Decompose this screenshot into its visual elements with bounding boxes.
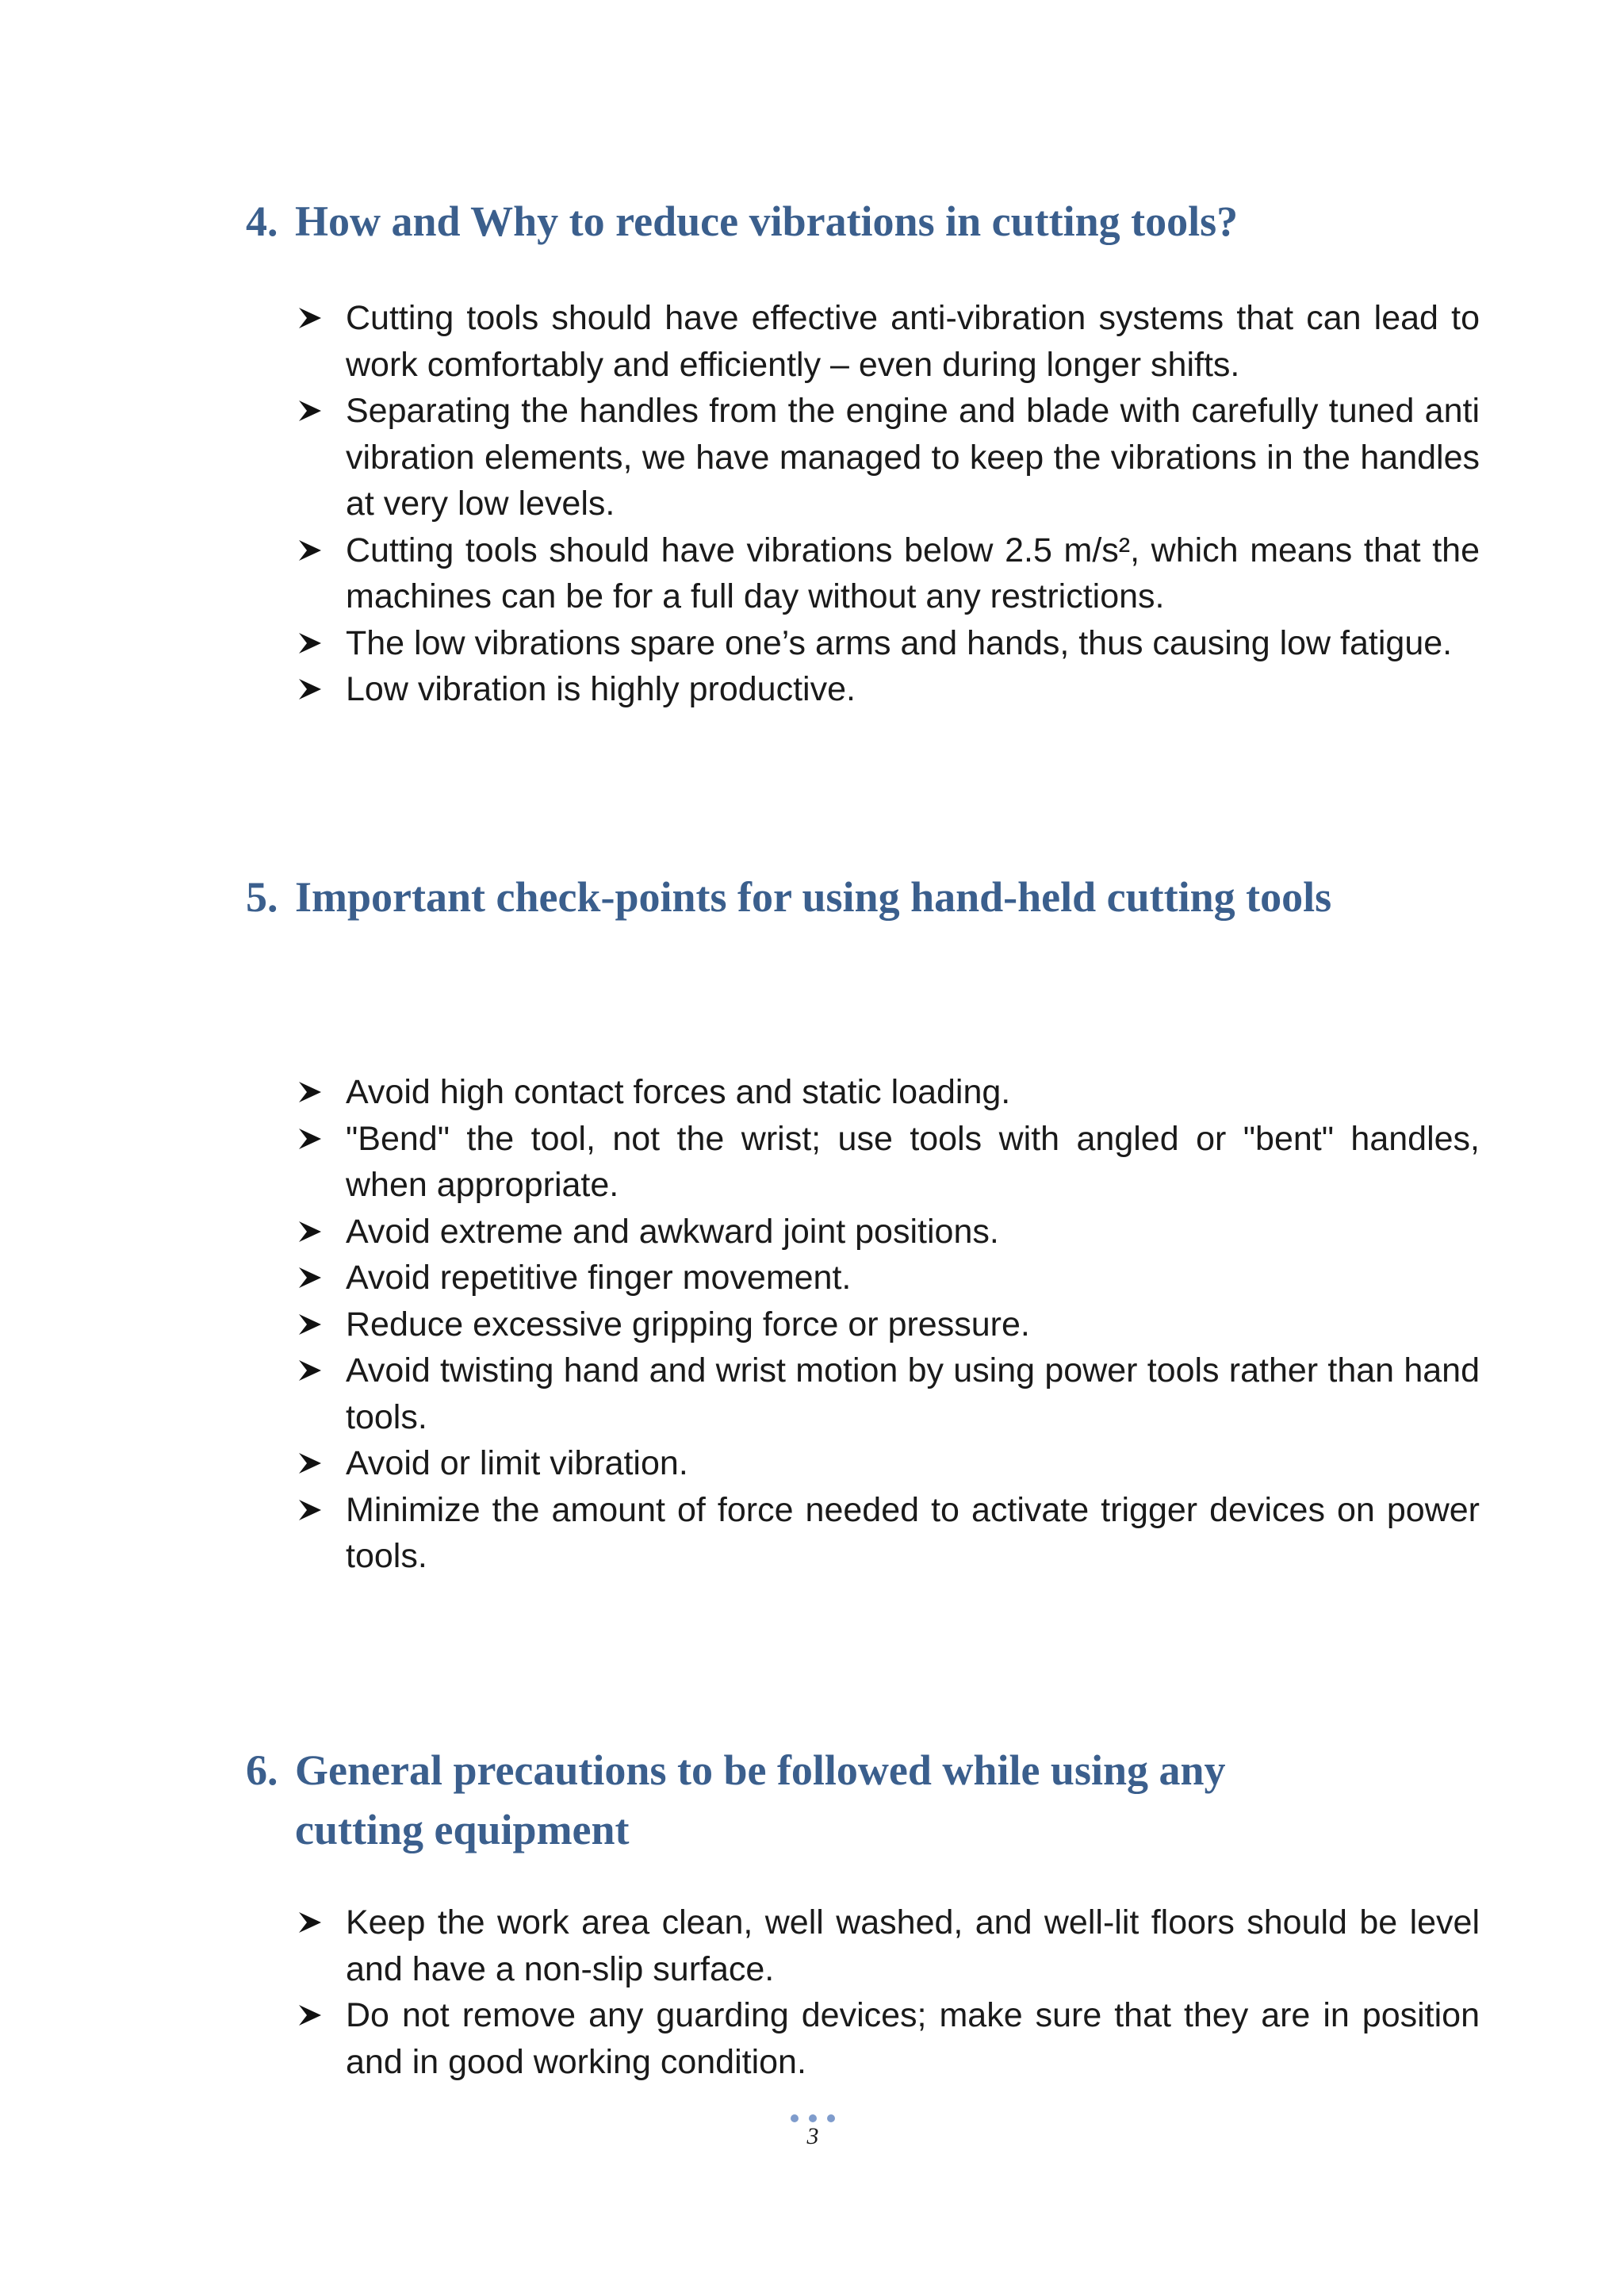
list-item xyxy=(297,1116,1480,1209)
section-heading xyxy=(246,192,1340,251)
section-4 xyxy=(246,192,1480,708)
section-heading xyxy=(246,1741,1340,1860)
page-number: 3 xyxy=(806,2123,819,2149)
list-item xyxy=(297,1992,1480,2085)
section-5 xyxy=(246,868,1480,1575)
list-item xyxy=(297,295,1480,388)
list-item-text: Avoid twisting hand and wrist motion by using power tools rather than hand tools. xyxy=(346,1351,1480,1436)
list-item-text: Avoid repetitive finger movement. xyxy=(346,1259,852,1297)
list-item-text: Keep the work area clean, well washed, and well-lit floors should be level and have a non-slip surface. xyxy=(346,1903,1480,1988)
section-title: How and Why to reduce vibrations in cutting tools? xyxy=(295,197,1239,245)
bullet-list xyxy=(297,295,1624,713)
section-number: 4. xyxy=(246,197,278,245)
bullet-list xyxy=(297,1899,1624,2085)
list-item xyxy=(297,388,1480,527)
pager-dot xyxy=(827,2114,835,2122)
list-item-text: Low vibration is highly productive. xyxy=(346,670,856,708)
arrow-bullet-icon xyxy=(297,1451,323,1475)
section-6 xyxy=(246,1741,1480,2081)
list-item xyxy=(297,1487,1480,1580)
arrow-bullet-icon xyxy=(297,631,323,655)
list-item-text: "Bend" the tool, not the wrist; use tools with angled or "bent" handles, when appropriate. xyxy=(346,1119,1480,1204)
list-item xyxy=(297,666,1480,713)
arrow-bullet-icon xyxy=(297,539,323,562)
arrow-bullet-icon xyxy=(297,1313,323,1336)
list-item xyxy=(297,1301,1480,1348)
arrow-bullet-icon xyxy=(297,1220,323,1244)
arrow-bullet-icon xyxy=(297,1498,323,1522)
arrow-bullet-icon xyxy=(297,1266,323,1290)
arrow-bullet-icon xyxy=(297,306,323,330)
arrow-bullet-icon xyxy=(297,1911,323,1934)
list-item xyxy=(297,1899,1480,1992)
page-footer xyxy=(785,2114,841,2151)
pager-dot xyxy=(791,2114,799,2122)
list-item-text: Do not remove any guarding devices; make sure that they are in position and in good working condition. xyxy=(346,1996,1480,2081)
list-item xyxy=(297,620,1480,667)
list-item-text: Cutting tools should have vibrations below 2.5 m/s², which means that the machines can be for a full day without any restrictions. xyxy=(346,531,1480,615)
list-item-text: Minimize the amount of force needed to activate trigger devices on power tools. xyxy=(346,1490,1480,1575)
pager-dot xyxy=(809,2114,817,2122)
section-heading xyxy=(246,868,1340,927)
section-title: General precautions to be followed while using any cutting equipment xyxy=(295,1746,1226,1853)
arrow-bullet-icon xyxy=(297,399,323,423)
list-item xyxy=(297,527,1480,620)
list-item-text: Avoid or limit vibration. xyxy=(346,1444,688,1482)
section-number: 6. xyxy=(246,1746,278,1794)
bullet-list xyxy=(297,1069,1624,1580)
arrow-bullet-icon xyxy=(297,677,323,701)
pager-dots-icon xyxy=(785,2114,841,2122)
list-item-text: Separating the handles from the engine and blade with carefully tuned anti vibration elements, we have managed to keep the vibrations in the handles at very low levels. xyxy=(346,392,1480,523)
list-item-text: The low vibrations spare one’s arms and hands, thus causing low fatigue. xyxy=(346,623,1453,662)
section-number: 5. xyxy=(246,873,278,921)
list-item xyxy=(297,1069,1480,1116)
list-item xyxy=(297,1209,1480,1255)
list-item-text: Avoid high contact forces and static loading. xyxy=(346,1073,1011,1111)
arrow-bullet-icon xyxy=(297,1080,323,1104)
arrow-bullet-icon xyxy=(297,1359,323,1382)
list-item xyxy=(297,1347,1480,1440)
list-item-text: Reduce excessive gripping force or pressure. xyxy=(346,1305,1030,1343)
section-title: Important check-points for using hand-held cutting tools xyxy=(295,873,1332,921)
arrow-bullet-icon xyxy=(297,1127,323,1151)
arrow-bullet-icon xyxy=(297,2003,323,2027)
list-item xyxy=(297,1255,1480,1301)
list-item-text: Avoid extreme and awkward joint positions. xyxy=(346,1212,999,1251)
list-item xyxy=(297,1440,1480,1487)
list-item-text: Cutting tools should have effective anti-vibration systems that can lead to work comfortably and efficiently – even during longer shifts. xyxy=(346,299,1480,384)
